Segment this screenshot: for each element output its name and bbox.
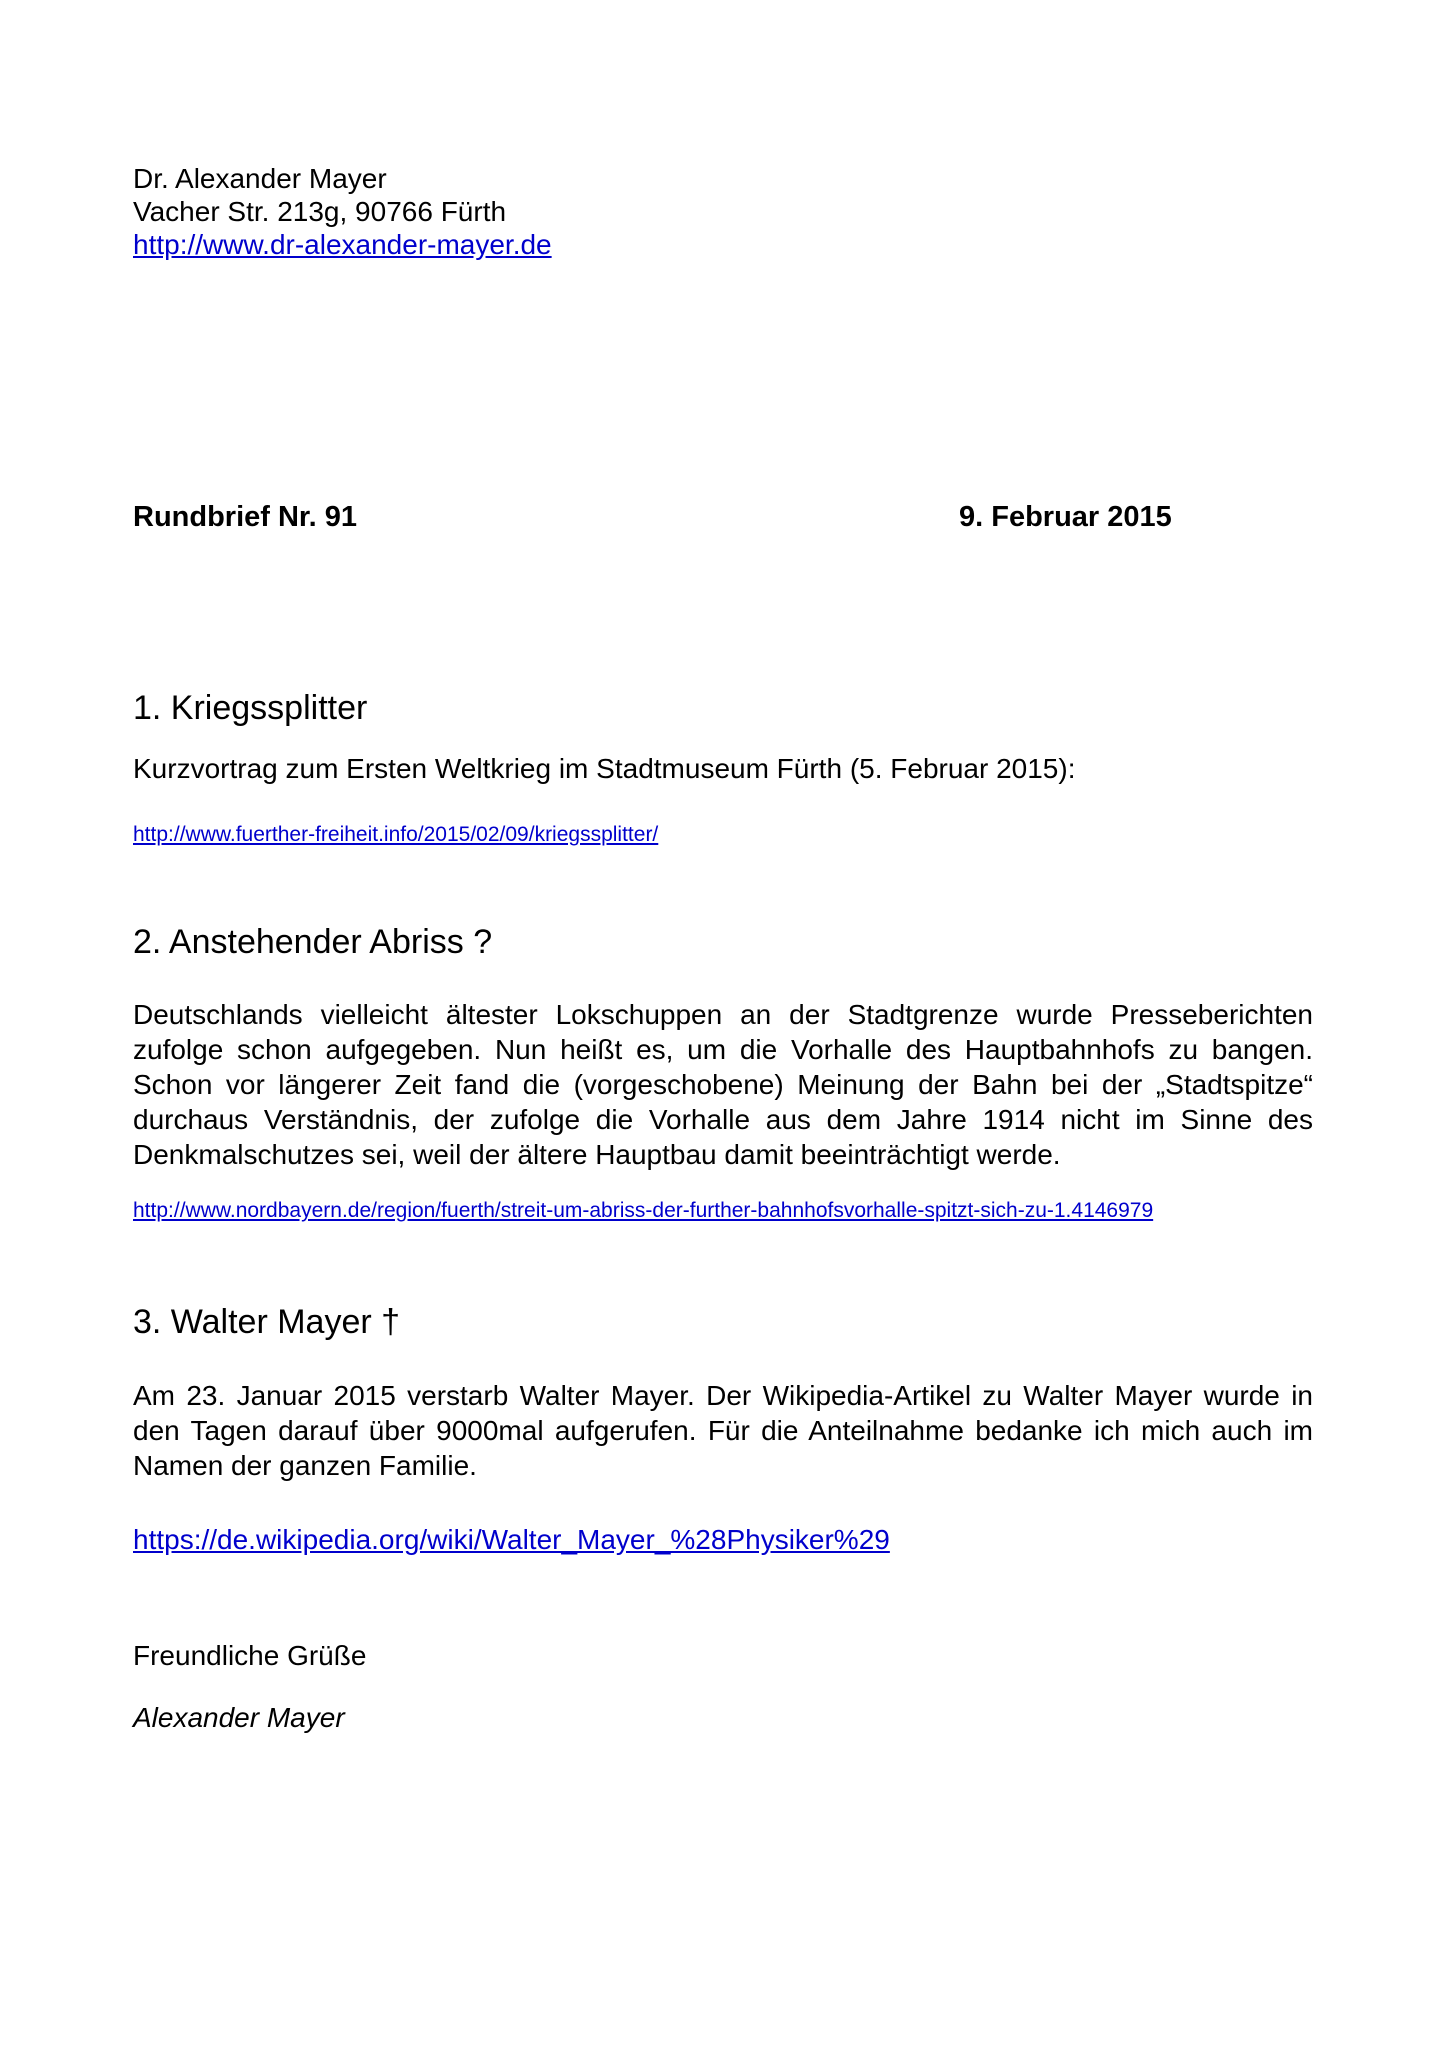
closing-block (133, 1639, 1313, 1734)
sender-name: Dr. Alexander Mayer (133, 163, 387, 194)
section-3-heading: 3. Walter Mayer † (133, 1303, 401, 1341)
sender-address: Vacher Str. 213g, 90766 Fürth (133, 196, 507, 227)
closing-greeting: Freundliche Grüße (133, 1640, 367, 1671)
section-2-heading: 2. Anstehender Abriss ? (133, 923, 493, 961)
section-walter-mayer (133, 1303, 1313, 1556)
section-1-body: Kurzvortrag zum Ersten Weltkrieg im Stadtmuseum Fürth (5. Februar 2015): (133, 753, 1076, 784)
section-kriegssplitter (133, 689, 1313, 847)
closing-signature: Alexander Mayer (133, 1702, 345, 1733)
newsletter-title: Rundbrief Nr. 91 (133, 501, 357, 533)
sender-website-link[interactable]: http://www.dr-alexander-mayer.de (133, 229, 552, 260)
section-3-body: Am 23. Januar 2015 verstarb Walter Mayer. Der Wikipedia-Artikel zu Walter Mayer wurde in den Tagen darauf über 9000mal aufgerufen. Für die Anteilnahme bedanke ich mich auch im Namen der ganzen Familie. (133, 1380, 1313, 1481)
section-3-link[interactable]: https://de.wikipedia.org/wiki/Walter_Mayer_%28Physiker%29 (133, 1524, 890, 1555)
meta-row (133, 500, 1313, 536)
section-anstehender-abriss (133, 923, 1313, 1223)
section-2-body: Deutschlands vielleicht ältester Lokschuppen an der Stadtgrenze wurde Presseberichten zufolge schon aufgegeben. Nun heißt es, um die Vorhalle des Hauptbahnhofs zu bangen. Schon vor längerer Zeit fand die (vorgeschobene) Meinung der Bahn bei der „Stadtspitze“ durchaus Verständnis, der zufolge die Vorhalle aus dem Jahre 1914 nicht im Sinne des Denkmalschutzes sei, weil der ältere Hauptbau damit beeinträchtigt werde. (133, 999, 1313, 1170)
section-2-link[interactable]: http://www.nordbayern.de/region/fuerth/streit-um-abriss-der-further-bahnhofsvorhalle-spitzt-sich-zu-1.4146979 (133, 1199, 1154, 1222)
section-1-heading: 1. Kriegssplitter (133, 689, 368, 727)
section-1-link[interactable]: http://www.fuerther-freiheit.info/2015/02/09/kriegssplitter/ (133, 823, 659, 846)
sender-block (133, 162, 1313, 261)
newsletter-date: 9. Februar 2015 (959, 501, 1172, 533)
